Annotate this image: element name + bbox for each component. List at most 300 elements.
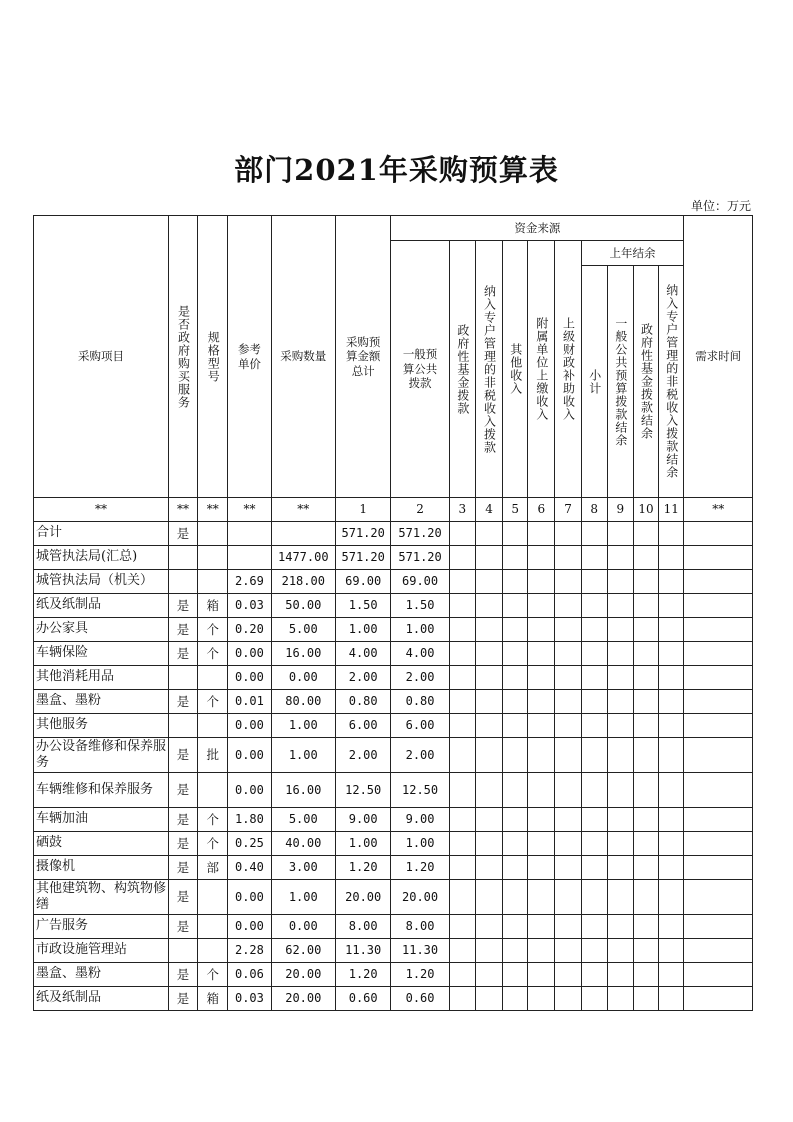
row-general: 1.00 [391,832,449,856]
row-price: 2.28 [228,939,271,963]
row-empty-cell [528,939,555,963]
header-general-balance-text: 一般公共预算拨款结余 [613,316,628,447]
row-empty-cell [607,939,633,963]
row-general: 8.00 [391,915,449,939]
row-empty-cell [555,690,581,714]
row-empty-cell [659,522,684,546]
row-empty-cell [449,963,475,987]
row-total: 1.20 [336,856,391,880]
header-gov-purchase [168,216,197,498]
row-empty-cell [684,522,753,546]
row-empty-cell [633,594,658,618]
header-total-line1: 采购预 [345,334,381,349]
row-empty-cell [503,880,528,915]
row-qty: 0.00 [271,915,335,939]
row-empty-cell [449,714,475,738]
row-spec: 批 [198,738,228,773]
row-general: 0.60 [391,987,449,1011]
row-empty-cell [528,738,555,773]
row-price: 0.25 [228,832,271,856]
row-empty-cell [475,773,502,808]
row-qty: 3.00 [271,856,335,880]
row-spec: 箱 [198,594,228,618]
row-empty-cell [581,546,607,570]
row-gov-purchase: 是 [168,642,197,666]
row-total: 11.30 [336,939,391,963]
row-price: 0.03 [228,594,271,618]
row-price: 0.00 [228,880,271,915]
header-gov-fund [449,241,475,498]
row-qty: 1477.00 [271,546,335,570]
row-qty: 5.00 [271,618,335,642]
row-empty-cell [475,618,502,642]
row-total: 2.00 [336,738,391,773]
row-qty: 218.00 [271,570,335,594]
row-empty-cell [581,666,607,690]
row-empty-cell [475,915,502,939]
row-qty: 5.00 [271,808,335,832]
row-empty-cell [633,546,658,570]
row-empty-cell [659,546,684,570]
header-other-income-text: 其他收入 [508,343,523,395]
row-empty-cell [555,642,581,666]
row-empty-cell [528,690,555,714]
row-empty-cell [555,856,581,880]
row-empty-cell [607,522,633,546]
row-empty-cell [684,832,753,856]
budget-table [33,215,753,1011]
index-cell: 1 [336,498,391,522]
row-gov-purchase: 是 [168,856,197,880]
row-empty-cell [684,714,753,738]
table-row [34,570,753,594]
row-empty-cell [659,915,684,939]
header-other-income [503,241,528,498]
table-row [34,856,753,880]
table-row [34,963,753,987]
row-empty-cell [607,915,633,939]
row-empty-cell [659,773,684,808]
row-total: 20.00 [336,880,391,915]
row-empty-cell [475,808,502,832]
index-cell: ** [198,498,228,522]
row-empty-cell [607,880,633,915]
row-empty-cell [607,690,633,714]
row-empty-cell [528,570,555,594]
table-row [34,832,753,856]
row-total: 2.00 [336,666,391,690]
row-spec [198,666,228,690]
index-cell: 6 [528,498,555,522]
row-empty-cell [503,856,528,880]
row-empty-cell [659,618,684,642]
header-ref-price-line2: 单价 [237,356,261,371]
row-empty-cell [659,939,684,963]
row-empty-cell [581,714,607,738]
row-empty-cell [528,546,555,570]
index-cell: 9 [607,498,633,522]
row-price: 0.00 [228,738,271,773]
row-empty-cell [684,773,753,808]
row-empty-cell [555,987,581,1011]
row-total: 1.20 [336,963,391,987]
row-empty-cell [684,915,753,939]
table-row [34,642,753,666]
row-empty-cell [607,618,633,642]
row-empty-cell [555,594,581,618]
header-superior [555,241,581,498]
row-qty: 20.00 [271,963,335,987]
row-price [228,546,271,570]
row-empty-cell [555,939,581,963]
row-spec [198,915,228,939]
row-empty-cell [449,570,475,594]
row-spec: 个 [198,832,228,856]
row-name: 摄像机 [34,856,169,880]
row-empty-cell [581,915,607,939]
row-empty-cell [659,690,684,714]
table-row [34,808,753,832]
row-empty-cell [475,546,502,570]
row-empty-cell [684,963,753,987]
row-empty-cell [607,738,633,773]
index-cell: 11 [659,498,684,522]
header-subsidiary-text: 附属单位上缴收入 [534,317,549,421]
row-name: 广告服务 [34,915,169,939]
row-empty-cell [449,880,475,915]
row-empty-cell [581,963,607,987]
index-cell: 4 [475,498,502,522]
row-empty-cell [503,808,528,832]
row-empty-cell [581,832,607,856]
row-name: 车辆维修和保养服务 [34,773,169,808]
row-empty-cell [607,963,633,987]
row-empty-cell [633,570,658,594]
table-row [34,594,753,618]
page-title: 部门2021年采购预算表 [234,153,559,187]
row-spec [198,939,228,963]
row-gov-purchase: 是 [168,987,197,1011]
row-name: 硒鼓 [34,832,169,856]
header-gov-fund-balance-text: 政府性基金拨款结余 [639,323,654,440]
row-general: 9.00 [391,808,449,832]
row-empty-cell [633,642,658,666]
row-empty-cell [449,808,475,832]
row-empty-cell [581,987,607,1011]
row-empty-cell [503,618,528,642]
row-empty-cell [607,666,633,690]
row-gov-purchase: 是 [168,773,197,808]
row-empty-cell [503,642,528,666]
row-empty-cell [659,642,684,666]
row-empty-cell [449,915,475,939]
row-empty-cell [633,963,658,987]
row-general: 12.50 [391,773,449,808]
row-empty-cell [633,666,658,690]
header-fund-source: 资金来源 [391,216,684,241]
header-gov-purchase-text: 是否政府购买服务 [176,304,191,409]
row-gov-purchase: 是 [168,618,197,642]
row-empty-cell [503,666,528,690]
header-subtotal-text: 小计 [587,368,602,395]
header-gov-fund-text: 政府性基金拨款 [455,323,470,415]
table-row [34,738,753,773]
row-empty-cell [528,880,555,915]
row-empty-cell [633,987,658,1011]
row-empty-cell [555,738,581,773]
row-empty-cell [607,856,633,880]
row-price: 2.69 [228,570,271,594]
header-special-balance [659,266,684,498]
row-empty-cell [503,738,528,773]
table-row [34,522,753,546]
row-name: 合计 [34,522,169,546]
header-subtotal [581,266,607,498]
row-empty-cell [684,594,753,618]
index-cell: ** [168,498,197,522]
header-special-balance-text: 纳入专户管理的非税收入拨款结余 [664,284,679,479]
row-empty-cell [581,880,607,915]
row-gov-purchase: 是 [168,594,197,618]
row-empty-cell [684,738,753,773]
table-row [34,546,753,570]
header-ref-price-line1: 参考 [237,342,261,357]
row-empty-cell [633,773,658,808]
row-general: 1.50 [391,594,449,618]
row-empty-cell [528,963,555,987]
row-spec: 箱 [198,987,228,1011]
row-empty-cell [475,832,502,856]
header-general [391,241,449,498]
row-empty-cell [475,570,502,594]
row-name: 车辆加油 [34,808,169,832]
row-total: 571.20 [336,546,391,570]
row-empty-cell [449,939,475,963]
row-empty-cell [659,738,684,773]
row-empty-cell [684,666,753,690]
row-gov-purchase [168,546,197,570]
row-empty-cell [475,714,502,738]
row-empty-cell [633,856,658,880]
row-empty-cell [633,714,658,738]
row-empty-cell [449,618,475,642]
row-empty-cell [555,666,581,690]
row-empty-cell [684,856,753,880]
row-general: 6.00 [391,714,449,738]
row-name: 其他服务 [34,714,169,738]
row-empty-cell [555,522,581,546]
row-empty-cell [503,546,528,570]
index-cell: 10 [633,498,658,522]
row-empty-cell [659,714,684,738]
row-empty-cell [607,773,633,808]
row-empty-cell [555,773,581,808]
row-general: 1.00 [391,618,449,642]
row-empty-cell [607,832,633,856]
row-empty-cell [581,738,607,773]
row-qty [271,522,335,546]
row-total: 1.00 [336,618,391,642]
row-empty-cell [659,963,684,987]
row-name: 其他建筑物、构筑物修缮 [34,880,169,915]
header-special-nontax-text: 纳入专户管理的非税收入拨款 [482,284,497,454]
row-qty: 20.00 [271,987,335,1011]
row-empty-cell [475,666,502,690]
row-qty: 80.00 [271,690,335,714]
row-empty-cell [607,808,633,832]
row-empty-cell [449,773,475,808]
row-empty-cell [475,987,502,1011]
index-cell: 8 [581,498,607,522]
row-gov-purchase: 是 [168,915,197,939]
row-empty-cell [475,594,502,618]
row-empty-cell [449,522,475,546]
header-subsidiary [528,241,555,498]
row-spec: 个 [198,808,228,832]
row-empty-cell [503,963,528,987]
row-empty-cell [581,773,607,808]
row-empty-cell [633,832,658,856]
row-gov-purchase [168,939,197,963]
row-general: 2.00 [391,666,449,690]
row-empty-cell [581,642,607,666]
row-empty-cell [581,856,607,880]
row-empty-cell [555,618,581,642]
row-empty-cell [449,856,475,880]
row-empty-cell [633,690,658,714]
index-cell: 3 [449,498,475,522]
row-general: 20.00 [391,880,449,915]
row-empty-cell [684,880,753,915]
row-empty-cell [659,856,684,880]
row-price: 0.00 [228,915,271,939]
row-spec: 个 [198,690,228,714]
row-name: 墨盒、墨粉 [34,690,169,714]
header-special-nontax [475,241,502,498]
header-general-balance [607,266,633,498]
row-empty-cell [528,666,555,690]
row-empty-cell [503,690,528,714]
row-spec: 部 [198,856,228,880]
row-empty-cell [684,690,753,714]
row-total: 0.80 [336,690,391,714]
header-qty: 采购数量 [271,216,335,498]
row-empty-cell [633,915,658,939]
row-general: 1.20 [391,963,449,987]
row-empty-cell [659,666,684,690]
row-empty-cell [555,915,581,939]
row-total: 571.20 [336,522,391,546]
row-empty-cell [555,570,581,594]
row-total: 8.00 [336,915,391,939]
row-price: 1.80 [228,808,271,832]
row-name: 纸及纸制品 [34,594,169,618]
row-general: 1.20 [391,856,449,880]
table-row [34,915,753,939]
header-total [336,216,391,498]
row-empty-cell [607,594,633,618]
row-empty-cell [449,594,475,618]
table-row [34,987,753,1011]
row-empty-cell [684,939,753,963]
header-project: 采购项目 [34,216,169,498]
row-empty-cell [581,808,607,832]
row-empty-cell [581,522,607,546]
row-price: 0.00 [228,642,271,666]
row-empty-cell [607,714,633,738]
row-empty-cell [555,880,581,915]
row-general: 2.00 [391,738,449,773]
header-spec-text: 规格型号 [206,330,221,383]
row-general: 11.30 [391,939,449,963]
row-empty-cell [503,570,528,594]
row-total: 1.00 [336,832,391,856]
row-spec: 个 [198,963,228,987]
row-empty-cell [607,642,633,666]
row-name: 车辆保险 [34,642,169,666]
row-empty-cell [528,808,555,832]
row-empty-cell [684,546,753,570]
row-gov-purchase: 是 [168,738,197,773]
row-spec [198,773,228,808]
row-spec [198,714,228,738]
row-empty-cell [503,832,528,856]
row-general: 69.00 [391,570,449,594]
table-row [34,690,753,714]
row-empty-cell [684,642,753,666]
index-cell: ** [228,498,271,522]
row-empty-cell [528,856,555,880]
row-gov-purchase: 是 [168,522,197,546]
row-empty-cell [475,522,502,546]
row-empty-cell [475,642,502,666]
row-empty-cell [449,690,475,714]
row-empty-cell [475,963,502,987]
index-cell: ** [684,498,753,522]
row-empty-cell [449,666,475,690]
row-empty-cell [555,714,581,738]
row-empty-cell [607,987,633,1011]
row-empty-cell [633,738,658,773]
row-empty-cell [475,738,502,773]
row-total: 4.00 [336,642,391,666]
row-gov-purchase: 是 [168,690,197,714]
row-name: 其他消耗用品 [34,666,169,690]
row-qty: 50.00 [271,594,335,618]
table-row [34,714,753,738]
row-empty-cell [659,880,684,915]
row-total: 1.50 [336,594,391,618]
row-price: 0.40 [228,856,271,880]
row-qty: 0.00 [271,666,335,690]
row-empty-cell [659,594,684,618]
table-row [34,773,753,808]
row-general: 0.80 [391,690,449,714]
row-price: 0.00 [228,773,271,808]
row-empty-cell [633,522,658,546]
row-empty-cell [684,570,753,594]
row-empty-cell [528,642,555,666]
row-empty-cell [684,808,753,832]
index-row [34,498,753,522]
row-empty-cell [684,618,753,642]
row-empty-cell [475,856,502,880]
row-empty-cell [503,773,528,808]
header-superior-text: 上级财政补助收入 [561,317,576,421]
row-spec [198,546,228,570]
row-qty: 62.00 [271,939,335,963]
row-empty-cell [449,987,475,1011]
